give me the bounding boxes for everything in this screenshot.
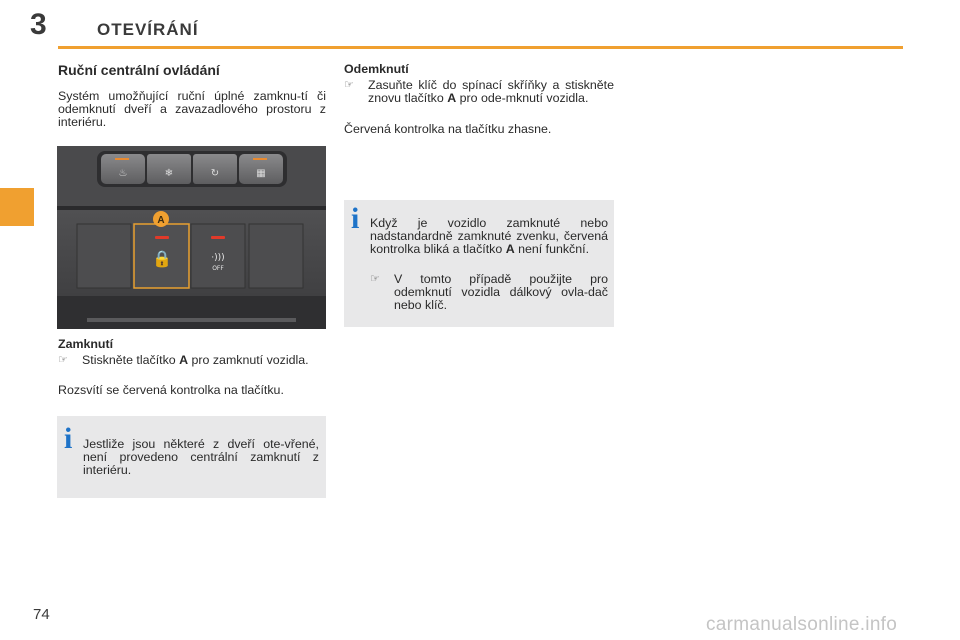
svg-text:OFF: OFF (212, 265, 224, 272)
info-text-right: Když je vozidlo zamknuté nebo nadstandardně zamknuté zvenku, červená kontrolka bliká a tlačítko A není funkční. (370, 216, 608, 256)
page-number: 74 (33, 606, 50, 623)
svg-text:🔒: 🔒 (152, 249, 172, 268)
chapter-number: 3 (30, 8, 47, 41)
console-photo (57, 146, 326, 329)
lock-note: Rozsvítí se červená kontrolka na tlačítku. (58, 383, 284, 397)
watermark: carmanualsonline.info (706, 614, 898, 635)
intro-paragraph: Systém umožňující ruční úplné zamknu-tí či odemknutí dveří a zavazadlového prostoru z interiéru. (58, 89, 326, 129)
info-icon: i (351, 202, 360, 235)
info-icon: i (64, 422, 73, 455)
chapter-title: OTEVÍRÁNÍ (97, 20, 199, 39)
info-box-right (344, 200, 614, 327)
lock-bullet: ☞ Stiskněte tlačítko A pro zamknutí vozidla. (58, 353, 309, 367)
callout-label-a: A (157, 215, 165, 226)
info-right-bullet: ☞ V tomto případě použijte pro odemknutí vozidla dálkový ovla-dač nebo klíč. (370, 272, 608, 312)
unlock-bullet: ☞ Zasuňte klíč do spínací skříňky a stiskněte znovu tlačítko A pro ode-mknutí vozidla. (344, 78, 614, 105)
info-text-left: Jestliže jsou některé z dveří ote-vřené, není provedeno centrální zamknutí z interiéru. (83, 437, 319, 477)
svg-text:♨: ♨ (118, 168, 128, 179)
chapter-side-tab (0, 188, 34, 226)
header-rule (58, 46, 903, 49)
svg-text:❄: ❄ (164, 168, 174, 179)
unlock-note: Červená kontrolka na tlačítku zhasne. (344, 122, 552, 136)
hand-pointer-icon: ☞ (370, 273, 380, 285)
unlock-title: Odemknutí (344, 62, 409, 76)
info-box-left (57, 416, 326, 498)
console-illustration (57, 146, 326, 329)
hand-pointer-icon: ☞ (58, 354, 68, 366)
svg-text:▦: ▦ (256, 168, 266, 179)
svg-text:·))): ·))) (211, 253, 225, 263)
lock-title: Zamknutí (58, 337, 114, 351)
section-title: Ruční centrální ovládání (58, 62, 220, 78)
hand-pointer-icon: ☞ (344, 79, 354, 91)
svg-text:↻: ↻ (210, 168, 220, 179)
